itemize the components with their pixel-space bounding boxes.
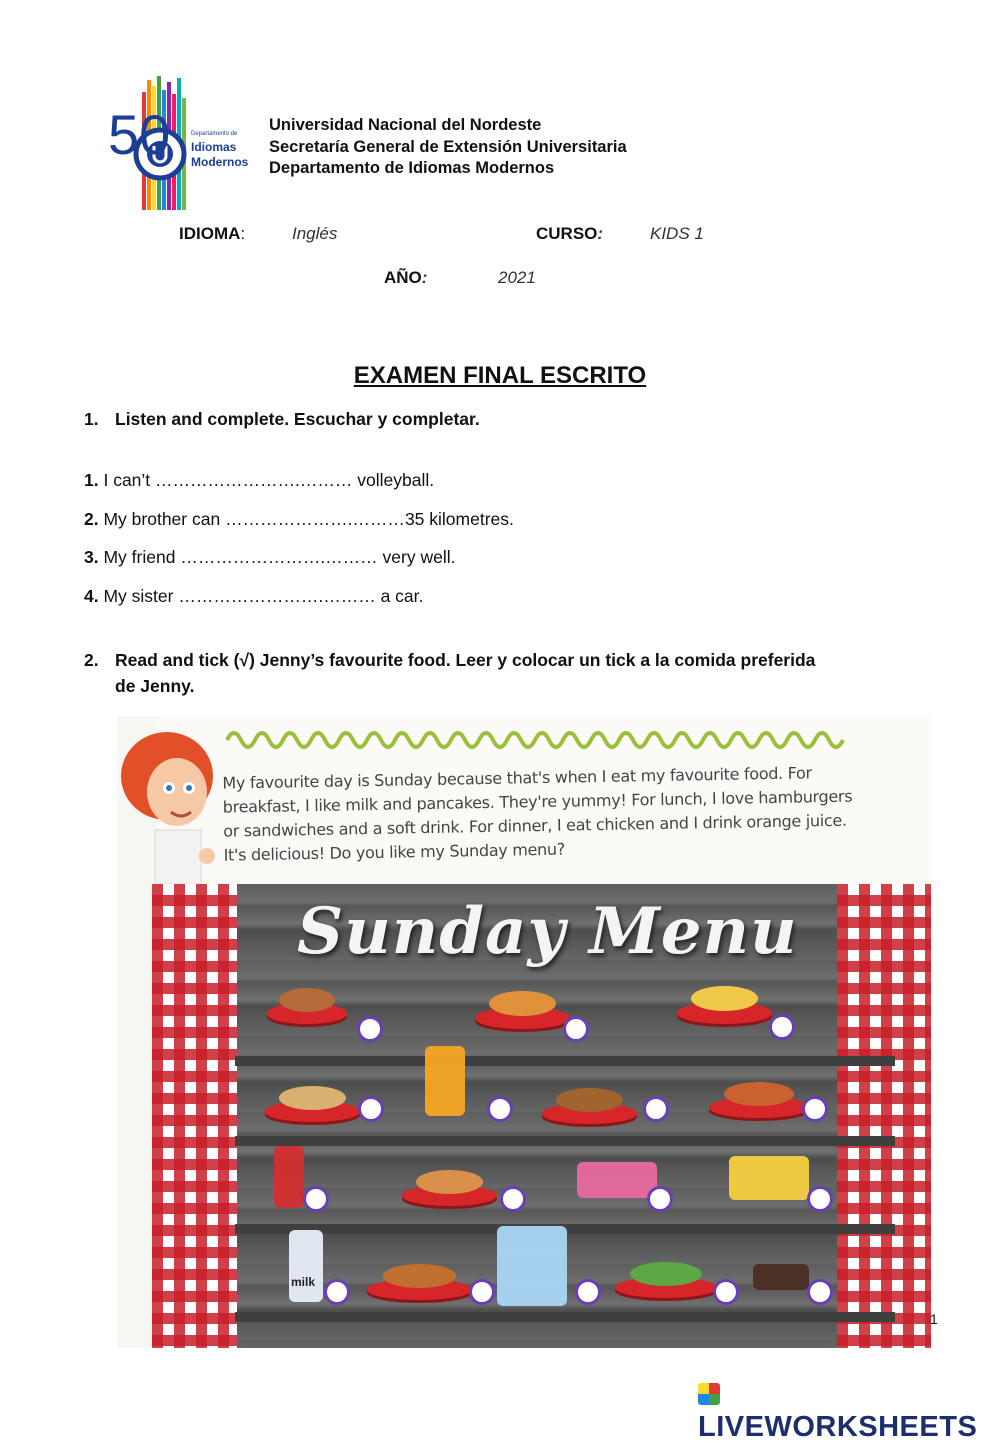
hot-dog-icon: [724, 1082, 794, 1106]
liveworksheets-watermark: [698, 1378, 1000, 1444]
exercise-2-number: 2.: [84, 650, 99, 670]
menu-title: Sunday Menu: [297, 894, 798, 969]
bananas-icon: [729, 1156, 809, 1200]
sandwich-tick-circle[interactable]: [358, 1096, 384, 1122]
exercise-2-instruction: [84, 647, 944, 699]
institution-block: [269, 115, 627, 180]
water-tick-circle[interactable]: [575, 1279, 601, 1305]
item-number: 2.: [84, 509, 99, 529]
cupcakes-icon: [577, 1162, 657, 1198]
logo-dept-small: Departamento de: [191, 131, 238, 137]
hamburger-tick-circle[interactable]: [643, 1096, 669, 1122]
exercise-2-text-cont: de Jenny.: [115, 676, 195, 696]
institution-line: Universidad Nacional del Nordeste: [269, 116, 542, 134]
anio-field: AÑO:: [384, 268, 428, 287]
milk-tick-circle[interactable]: [324, 1279, 350, 1305]
hot-dog-tick-circle[interactable]: [802, 1096, 828, 1122]
pizza-tick-circle[interactable]: [563, 1016, 589, 1042]
answer-blank[interactable]: …………………….………: [155, 470, 353, 490]
exercise-1-item: [84, 547, 455, 568]
donuts-icon: [279, 988, 335, 1012]
donuts-tick-circle[interactable]: [357, 1016, 383, 1042]
jenny-illustration: [117, 724, 221, 884]
bananas-tick-circle[interactable]: [807, 1186, 833, 1212]
cupcakes-tick-circle[interactable]: [647, 1186, 673, 1212]
answer-blank[interactable]: …………………….………: [180, 547, 378, 567]
pancakes-icon: [416, 1170, 483, 1194]
logo-dept-line1: Idiomas: [191, 140, 237, 154]
tablecloth-left: [152, 884, 237, 1348]
pancakes-tick-circle[interactable]: [500, 1186, 526, 1212]
exercise-1-item: [84, 586, 423, 607]
orange-juice-icon: [425, 1046, 465, 1116]
water-icon: [497, 1226, 567, 1306]
item-before: My brother can: [98, 509, 226, 529]
curso-field: CURSO:: [536, 224, 604, 243]
idioma-label: IDIOMA: [179, 224, 241, 243]
salad-tick-circle[interactable]: [713, 1279, 739, 1305]
curso-value: [650, 224, 704, 244]
item-after: very well.: [377, 547, 456, 567]
curso-label: CURSO: [536, 224, 598, 243]
pizza-icon: [489, 991, 556, 1016]
exercise-1-number: 1.: [84, 409, 99, 429]
item-after: 35 kilometres.: [404, 509, 514, 529]
item-number: 1.: [84, 470, 99, 490]
tablecloth-right: [837, 884, 931, 1348]
idioma-value: [292, 224, 337, 244]
exercise-1-instruction: [84, 406, 480, 432]
logo-dept-line2: Modernos: [191, 155, 249, 169]
liveworksheets-logo-icon: [698, 1383, 720, 1405]
answer-blank[interactable]: ………………….………: [225, 509, 405, 529]
item-before: My sister: [98, 586, 179, 606]
orange-juice-tick-circle[interactable]: [487, 1096, 513, 1122]
page-number: 1: [930, 1311, 938, 1327]
item-after: a car.: [375, 586, 424, 606]
hamburger-icon: [556, 1088, 623, 1112]
exercise-1-item: [84, 470, 434, 491]
spiral-binding: [217, 722, 877, 752]
spaghetti-tick-circle[interactable]: [769, 1014, 795, 1040]
item-number: 4.: [84, 586, 99, 606]
item-after: volleyball.: [352, 470, 435, 490]
milk-label: milk: [291, 1275, 316, 1289]
item-before: I can’t: [98, 470, 156, 490]
answer-blank[interactable]: …………………….………: [178, 586, 376, 606]
idioma-value-text: Inglés: [292, 224, 338, 243]
item-number: 3.: [84, 547, 99, 567]
jenny-story: My favourite day is Sunday because that's when I eat my favourite food. For breakfast, I like milk and pancakes. They're yummy! For lunch, I love hamburgers or sandwiches and a soft drink. For dinner, I eat chicken and I drink orange juice. It's delicious! Do you like my Sunday menu?: [222, 763, 853, 865]
exam-title: EXAMEN FINAL ESCRITO: [353, 362, 647, 389]
exercise-1-text: Listen and complete. Escuchar y completar.: [115, 409, 480, 429]
shelf: [235, 1312, 895, 1322]
curso-value-text: KIDS 1: [650, 224, 704, 243]
chicken-tick-circle[interactable]: [469, 1279, 495, 1305]
cookies-tick-circle[interactable]: [807, 1279, 833, 1305]
cookies-icon: [753, 1264, 809, 1290]
shelf: [235, 1136, 895, 1146]
institution-line: Departamento de Idiomas Modernos: [269, 159, 555, 177]
anio-value-text: 2021: [498, 268, 536, 287]
item-before: My friend: [98, 547, 181, 567]
milk-icon: [289, 1230, 323, 1302]
shelf: [235, 1056, 895, 1066]
anio-label: AÑO: [384, 268, 422, 287]
department-logo: [108, 72, 258, 214]
soft-drink-icon: [274, 1146, 304, 1208]
idioma-field: IDIOMA:: [179, 224, 246, 243]
soft-drink-tick-circle[interactable]: [303, 1186, 329, 1212]
spaghetti-icon: [691, 986, 758, 1011]
exercise-1-item: [84, 509, 514, 530]
logo-number: 50: [108, 103, 171, 166]
sunday-menu-picture: [117, 716, 931, 1348]
chicken-icon: [383, 1264, 457, 1288]
institution-line: Secretaría General de Extensión Universitaria: [269, 137, 627, 156]
anio-value: [498, 268, 536, 288]
exercise-2-text: Read and tick (√) Jenny’s favourite food. Leer y colocar un tick a la comida preferida: [115, 650, 816, 670]
watermark-text: LIVEWORKSHEETS: [698, 1411, 978, 1443]
salad-icon: [630, 1262, 701, 1286]
sandwich-icon: [279, 1086, 346, 1110]
